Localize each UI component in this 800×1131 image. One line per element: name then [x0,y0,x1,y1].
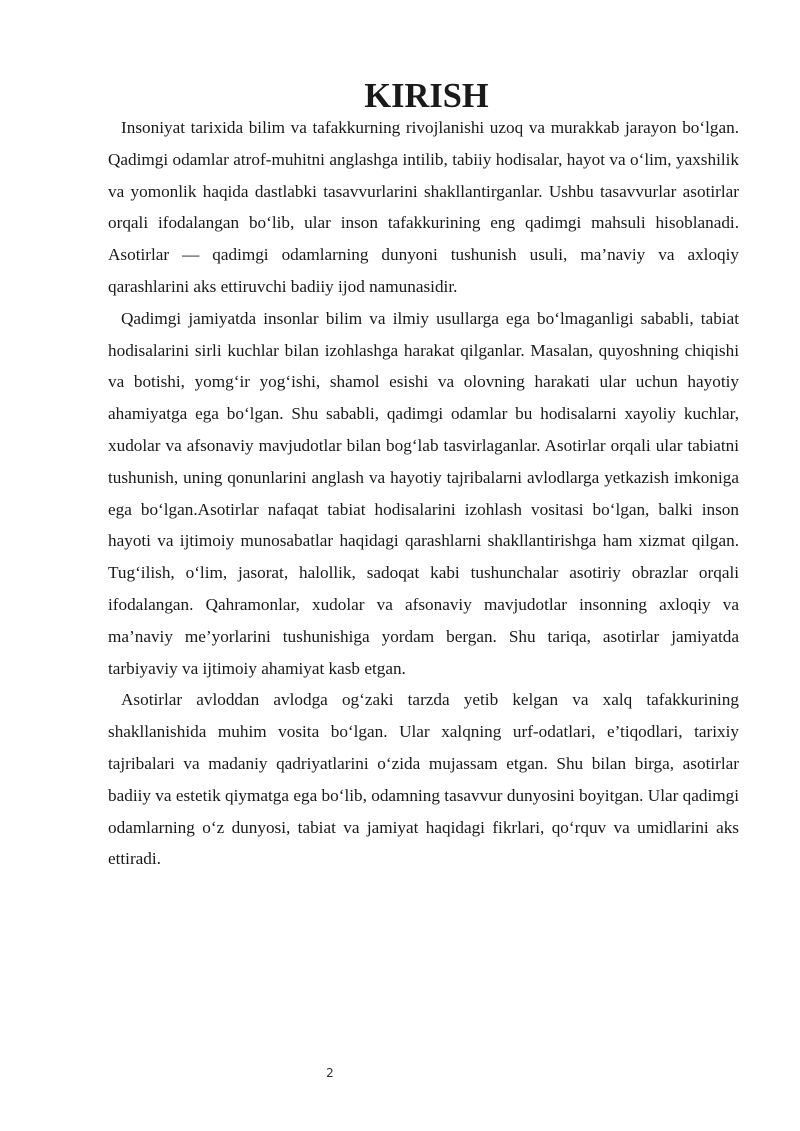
page-number: 2 [326,1066,334,1080]
paragraph-2: Qadimgi jamiyatda insonlar bilim va ilmiy usullarga ega bo‘lmaganligi sababli, tabiat hodisalarini sirli kuchlar bilan izohlashga harakat qilganlar. Masalan, quyoshning chiqishi va botishi, yomg‘ir yog‘ishi, shamol esishi va olovning harakati ular uchun hayotiy ahamiyatga ega bo‘lgan. Shu sababli, qadimgi odamlar bu hodisalarni xayoliy kuchlar, xudolar va afsonaviy mavjudotlar bilan bog‘lab tasvirlaganlar. Asotirlar orqali ular tabiatni tushunish, uning qonunlarini anglash va hayotiy tajribalarni avlodlarga yetkazish imkoniga ega bo‘lgan.Asotirlar nafaqat tabiat hodisalarini izohlash vositasi bo‘lgan, balki inson hayoti va ijtimoiy munosabatlar haqidagi qarashlarni shakllantirishga ham xizmat qilgan. Tug‘ilish, o‘lim, jasorat, halollik, sadoqat kabi tushunchalar asotiriy obrazlar orqali ifodalangan. Qahramonlar, xudolar va afsonaviy mavjudotlar insonning axloqiy va ma’naviy me’yorlarini tushunishiga yordam bergan. Shu tariqa, asotirlar jamiyatda tarbiyaviy va ijtimoiy ahamiyat kasb etgan. [108,308,739,678]
page-body [108,77,739,875]
paragraph-1: Insoniyat tarixida bilim va tafakkurning rivojlanishi uzoq va murakkab jarayon bo‘lgan. Qadimgi odamlar atrof-muhitni anglashga intilib, tabiiy hodisalar, hayot va o‘lim, yaxshilik va yomonlik haqida dastlabki tasavvurlarini shakllantirganlar. Ushbu tasavvurlar asotirlar orqali ifodalangan bo‘lib, ular inson tafakkurining eng qadimgi mahsuli hisoblanadi. Asotirlar — qadimgi odamlarning dunyoni tushunish usuli, ma’naviy va axloqiy qarashlarini aks ettiruvchi badiiy ijod namunasidir. [108,118,739,296]
page-title: KIRISH [364,77,489,115]
paragraph-3: Asotirlar avloddan avlodga og‘zaki tarzda yetib kelgan va xalq tafakkurining shakllanishida muhim vosita bo‘lgan. Ular xalqning urf-odatlari, e’tiqodlari, tarixiy tajribalari va madaniy qadriyatlarini o‘zida mujassam etgan. Shu bilan birga, asotirlar badiiy va estetik qiymatga ega bo‘lib, odamning tasavvur dunyosini boyitgan. Ular qadimgi odamlarning o‘z dunyosi, tabiat va jamiyat haqidagi fikrlari, qo‘rquv va umidlarini aks ettiradi. [108,690,739,869]
